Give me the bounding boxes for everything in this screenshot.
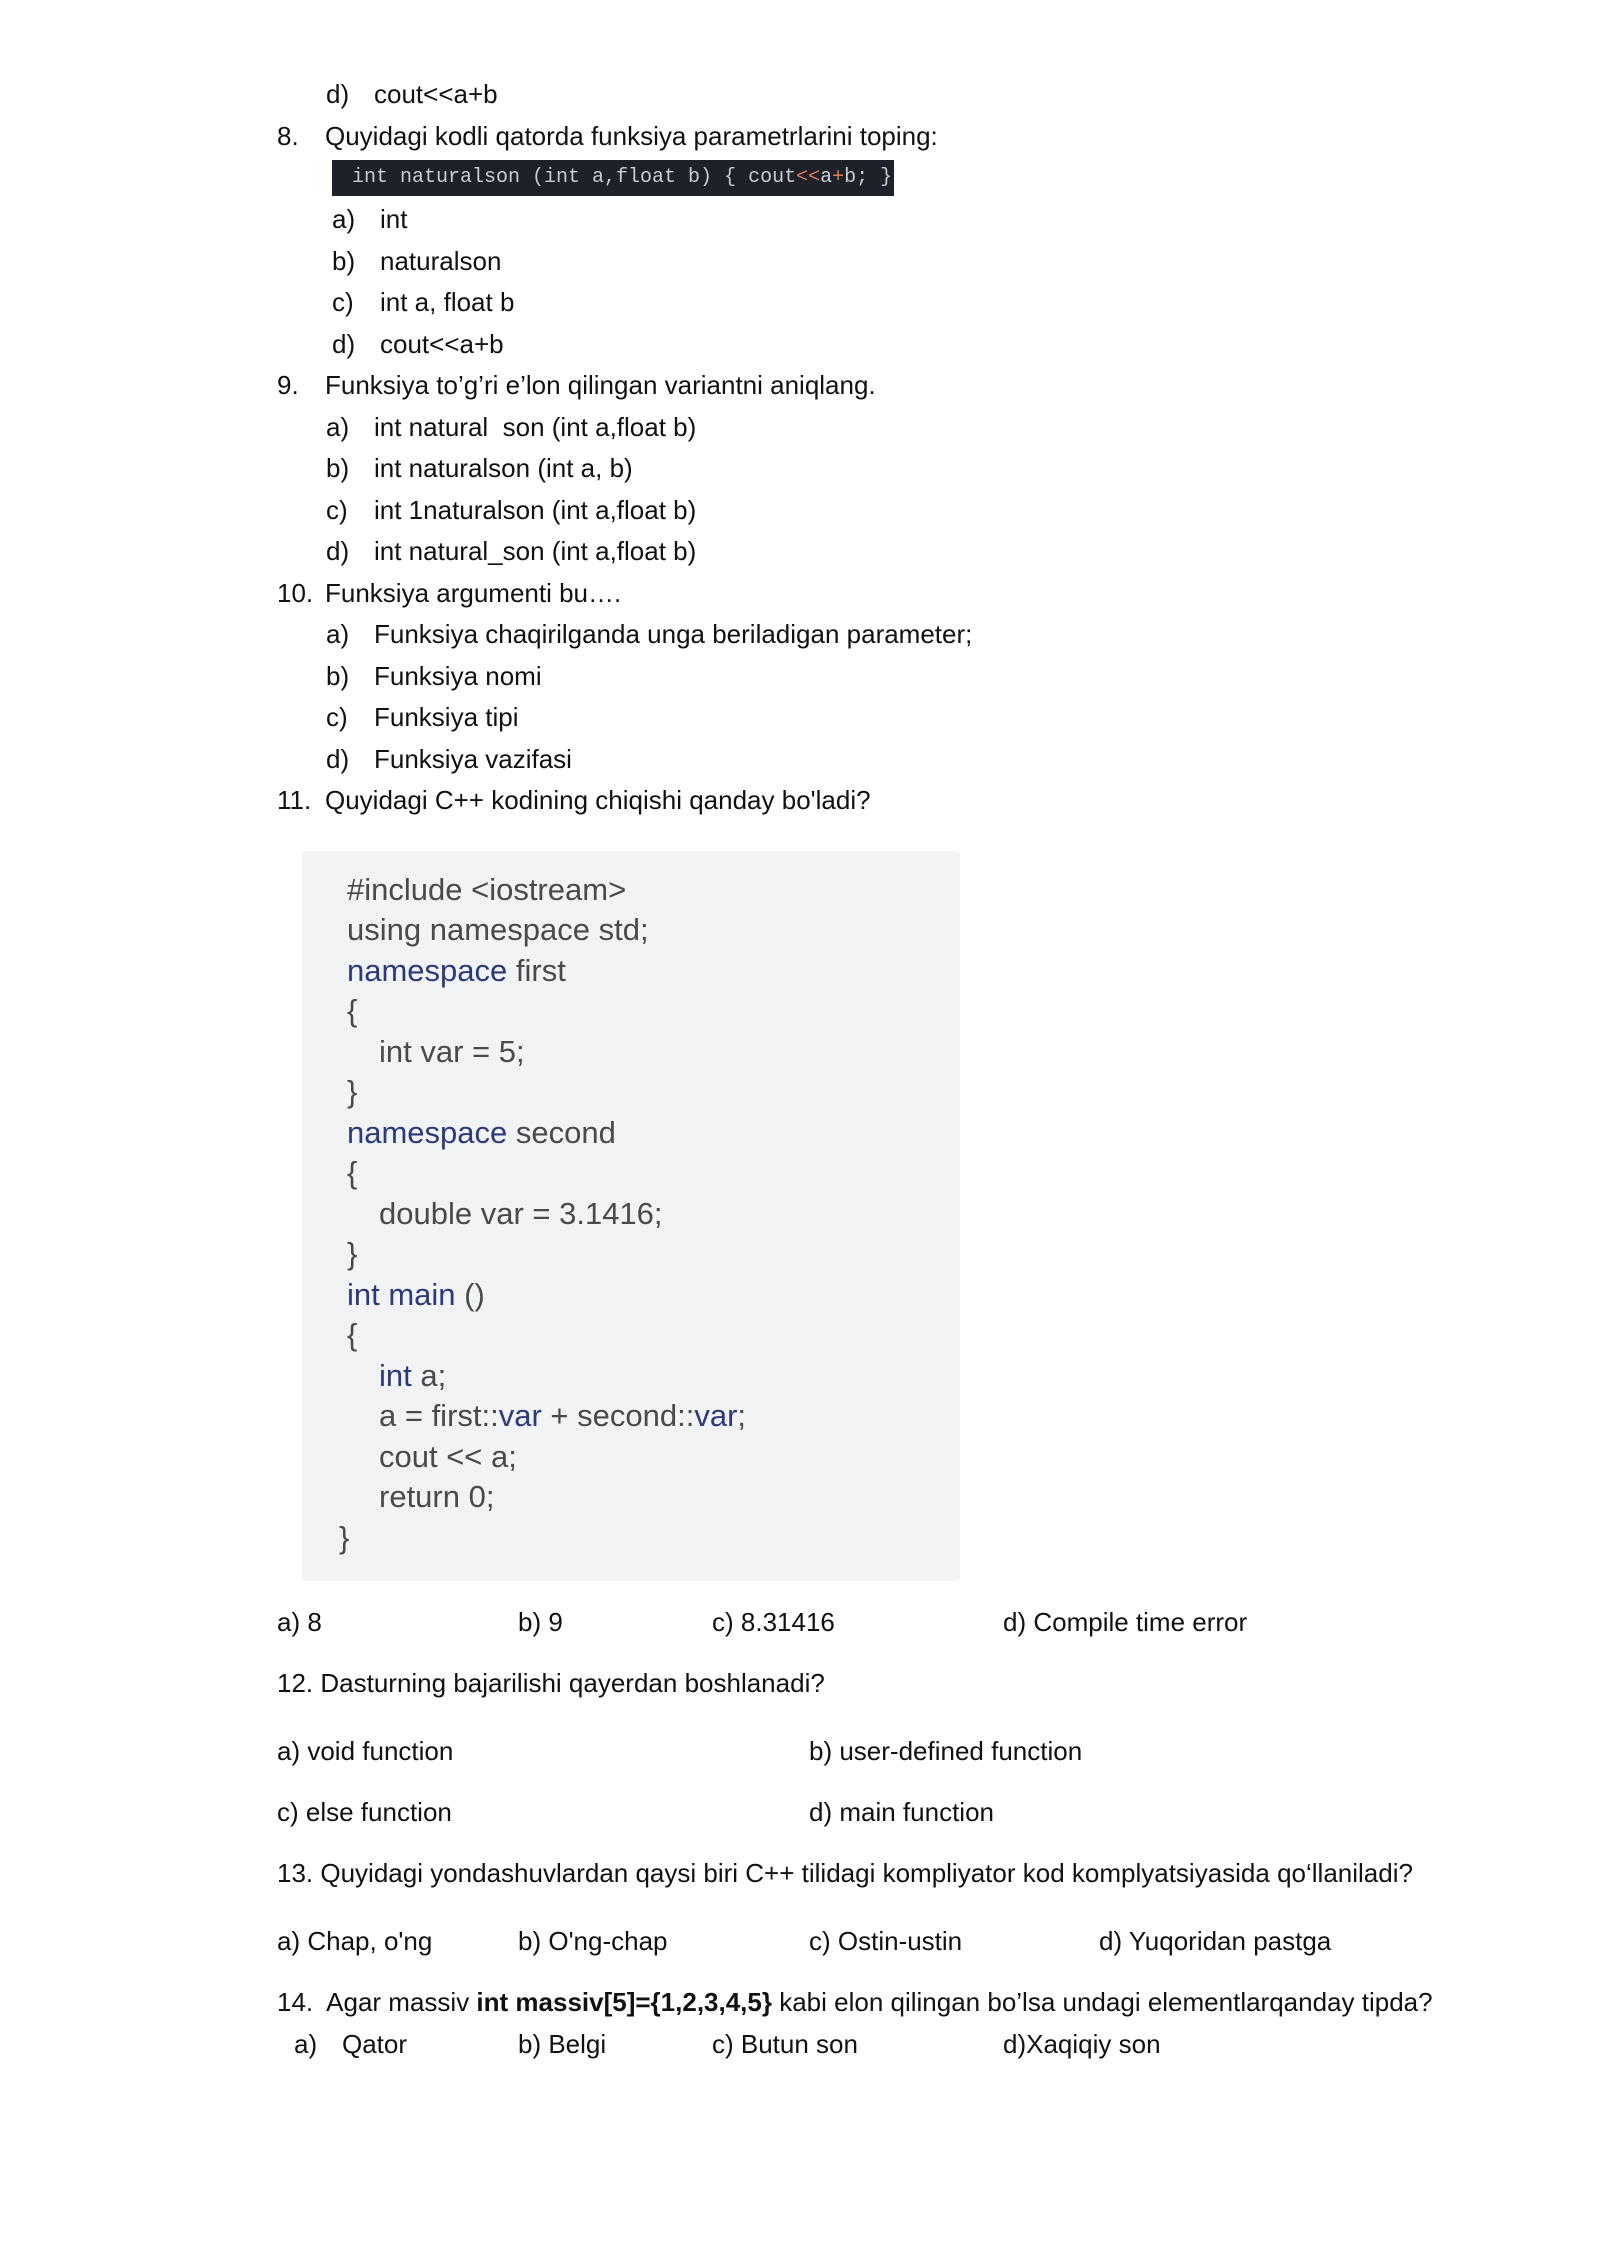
option-letter: a) (294, 2029, 318, 2059)
option-text: int 1naturalson (int a,float b) (374, 495, 697, 525)
option-letter: d) (326, 536, 350, 566)
option-letter: b) (326, 453, 350, 483)
question-number: 9. (277, 370, 299, 400)
code-line: #include <iostream> (347, 872, 627, 907)
code-line (379, 1357, 446, 1394)
code-line: double var = 3.1416; (379, 1196, 663, 1231)
code-keyword: var (498, 1398, 542, 1433)
question-text: 14. Agar massiv (277, 1987, 477, 2017)
question-text: Quyidagi kodli qatorda funksiya parametrlarini toping: (325, 121, 938, 151)
option-text: Qator (342, 2029, 408, 2059)
code-line: } (347, 1074, 358, 1109)
code-text: + second:: (541, 1398, 695, 1433)
code-keyword: int (379, 1358, 412, 1393)
option-text: cout<<a+b (380, 329, 504, 359)
option-letter: d) (332, 329, 356, 359)
question-10 (277, 578, 621, 609)
option-letter: c) (326, 495, 348, 525)
option-letter: b) (326, 661, 350, 691)
q12-option-c: c) else function (277, 1797, 452, 1827)
question-11 (277, 785, 871, 816)
option-letter: a) (326, 619, 350, 649)
q12-option-a: a) void function (277, 1736, 454, 1766)
code-text: ; (737, 1398, 747, 1433)
q10-option-c (326, 702, 519, 733)
q14-option-d: d)Xaqiqiy son (1003, 2029, 1161, 2059)
q11-option-d: d) Compile time error (1003, 1607, 1248, 1637)
question-number: 8. (277, 121, 299, 151)
q14-option-c: c) Butun son (712, 2029, 858, 2059)
option-text: naturalson (380, 246, 502, 276)
option-letter: a) (326, 412, 350, 442)
q9-option-b (326, 453, 633, 484)
code-line: using namespace std; (347, 912, 649, 947)
code-line: return 0; (379, 1479, 495, 1514)
code-line (347, 1276, 485, 1313)
option-text: Funksiya nomi (374, 661, 542, 691)
q12-option-b: b) user-defined function (809, 1736, 1083, 1766)
q11-option-b: b) 9 (518, 1607, 563, 1637)
question-text: Quyidagi C++ kodining chiqishi qanday bo'ladi? (325, 785, 871, 815)
option-text: int a, float b (380, 287, 515, 317)
q11-option-a: a) 8 (277, 1607, 322, 1637)
q9-option-a (326, 412, 696, 443)
question-8 (277, 121, 938, 152)
question-text: kabi elon qilingan bo’lsa undagi elementlarqanday tipda? (771, 1987, 1433, 2017)
code-line: int var = 5; (379, 1034, 525, 1069)
code-line: cout << a; (379, 1439, 517, 1474)
option-letter: c) (332, 287, 354, 317)
q7-option-d (326, 79, 498, 110)
code-text: a; (411, 1358, 447, 1393)
code-keyword: namespace (347, 1115, 508, 1150)
question-13: 13. Quyidagi yondashuvlardan qaysi biri C++ tilidagi kompliyator kod komplyatsiyasida qo‘llaniladi? (277, 1858, 1413, 1888)
option-text: int naturalson (int a, b) (374, 453, 633, 483)
q11-option-c: c) 8.31416 (712, 1607, 835, 1637)
question-text: Funksiya to’g’ri e’lon qilingan variantni aniqlang. (325, 370, 876, 400)
option-text: Funksiya tipi (374, 702, 519, 732)
code-line (379, 1397, 746, 1434)
code-line: { (347, 1317, 358, 1352)
code-operator: << (796, 166, 821, 189)
q10-option-b (326, 661, 542, 692)
option-text: Funksiya vazifasi (374, 744, 572, 774)
code-keyword: int main (347, 1277, 456, 1312)
q8-option-c (332, 287, 514, 318)
q8-option-b (332, 246, 501, 277)
option-text: int natural son (int a,float b) (374, 412, 697, 442)
code-line: { (347, 1155, 358, 1190)
question-code: int massiv[5]={1,2,3,4,5} (476, 1987, 772, 2017)
q9-option-d (326, 536, 696, 567)
code-part: b; } (844, 166, 893, 189)
option-letter: d) (326, 79, 350, 109)
code-text: () (455, 1277, 485, 1312)
question-12: 12. Dasturning bajarilishi qayerdan boshlanadi? (277, 1668, 825, 1698)
q9-option-c (326, 495, 696, 526)
code-operator: + (832, 166, 845, 189)
question-9 (277, 370, 876, 401)
q13-option-b: b) O'ng-chap (518, 1926, 668, 1956)
q13-option-c: c) Ostin-ustin (809, 1926, 963, 1956)
option-letter: a) (332, 204, 356, 234)
code-line: { (347, 993, 358, 1028)
option-letter: b) (332, 246, 356, 276)
code-line (347, 1114, 616, 1151)
code-part: a (820, 166, 833, 189)
q13-option-a: a) Chap, o'ng (277, 1926, 433, 1956)
code-part: int naturalson (int a,float b) { cout (352, 166, 797, 189)
question-text: Funksiya argumenti bu…. (325, 578, 622, 608)
code-line: } (339, 1520, 350, 1555)
code-line: } (347, 1236, 358, 1271)
q12-option-d: d) main function (809, 1797, 994, 1827)
code-keyword: namespace (347, 953, 508, 988)
option-text: Funksiya chaqirilganda unga beriladigan parameter; (374, 619, 973, 649)
q10-option-d (326, 744, 572, 775)
code-line (347, 952, 566, 989)
q11-code-block (302, 851, 960, 1581)
option-text: cout<<a+b (374, 79, 498, 109)
code-text: a = first:: (379, 1398, 499, 1433)
q8-code-snippet (332, 160, 894, 196)
question-number: 11. (277, 785, 312, 815)
q10-option-a (326, 619, 972, 650)
code-text: second (507, 1115, 616, 1150)
option-letter: c) (326, 702, 348, 732)
q14-option-a (294, 2029, 407, 2060)
code-text: first (507, 953, 566, 988)
question-14 (277, 1987, 1433, 2018)
q8-option-a (332, 204, 407, 235)
option-text: int natural_son (int a,float b) (374, 536, 697, 566)
option-letter: d) (326, 744, 350, 774)
code-keyword: var (694, 1398, 738, 1433)
question-number: 10. (277, 578, 314, 608)
q14-option-b: b) Belgi (518, 2029, 607, 2059)
option-text: int (380, 204, 408, 234)
q8-option-d (332, 329, 504, 360)
q13-option-d: d) Yuqoridan pastga (1099, 1926, 1332, 1956)
